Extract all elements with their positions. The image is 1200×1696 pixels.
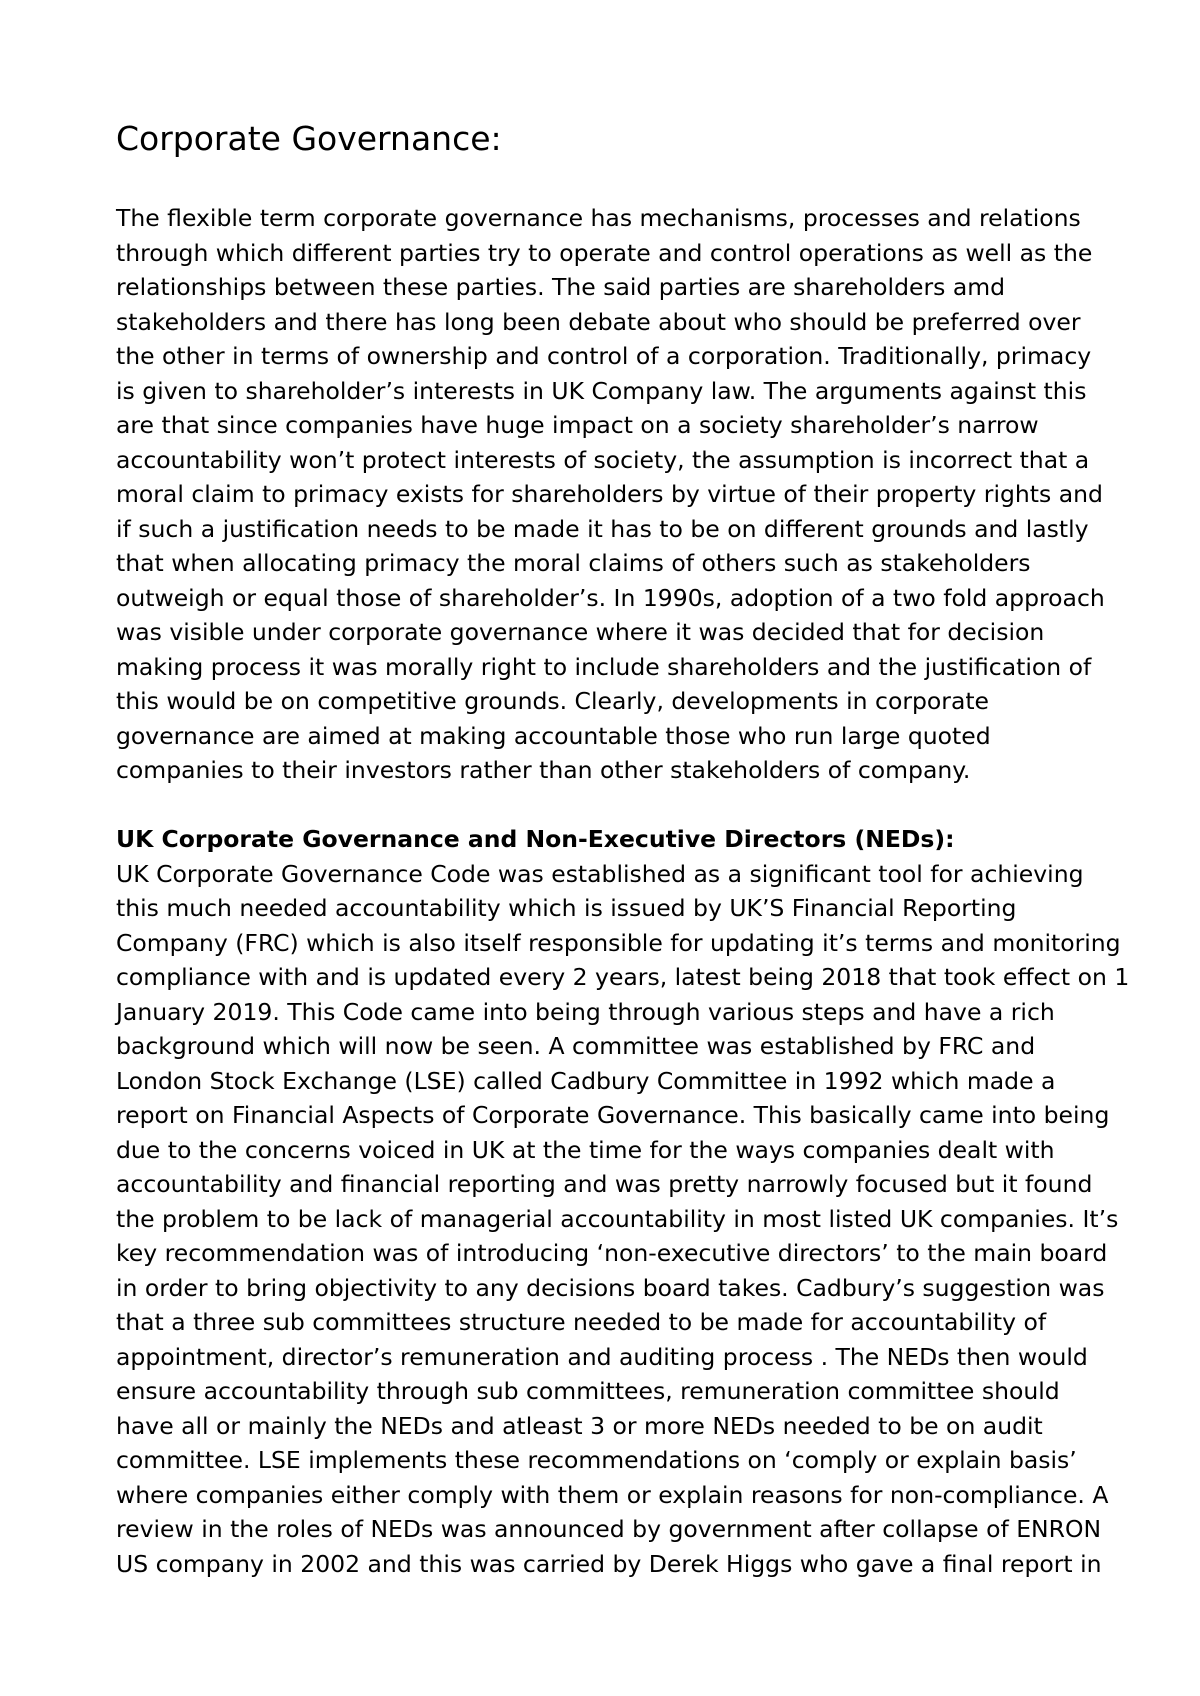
section-heading: UK Corporate Governance and Non-Executive Directors (NEDs):	[116, 825, 955, 853]
section-line: in order to bring objectivity to any decisions board takes. Cadbury’s suggestion was	[116, 1273, 1105, 1302]
intro-line: are that since companies have huge impact on a society shareholder’s narrow	[116, 411, 1039, 439]
section-line: US company in 2002 and this was carried by Derek Higgs who gave a final report in	[116, 1549, 1102, 1578]
intro-line: stakeholders and there has long been debate about who should be preferred over	[116, 307, 1081, 336]
section-line: review in the roles of NEDs was announced by government after collapse of ENRON	[116, 1515, 1102, 1543]
intro-line: through which different parties try to operate and control operations as well as the	[116, 238, 1093, 267]
section-line: where companies either comply with them or explain reasons for non-compliance. A	[116, 1480, 1109, 1509]
section-line: report on Financial Aspects of Corporate Governance. This basically came into being	[116, 1101, 1110, 1129]
intro-line: if such a justification needs to be made it has to be on different grounds and lastly	[116, 514, 1089, 543]
intro-line: that when allocating primacy the moral claims of others such as stakeholders	[116, 549, 1031, 577]
section-line: that a three sub committees structure needed to be made for accountability of	[116, 1308, 1047, 1336]
section-line: ensure accountability through sub committees, remuneration committee should	[116, 1377, 1060, 1405]
section-line: compliance with and is updated every 2 years, latest being 2018 that took effect on 1	[116, 963, 1130, 991]
intro-line: moral claim to primacy exists for shareholders by virtue of their property rights and	[116, 480, 1103, 508]
ned-section	[116, 822, 1130, 1581]
intro-line: The flexible term corporate governance has mechanisms, processes and relations	[116, 204, 1081, 232]
section-line: Company (FRC) which is also itself responsible for updating it’s terms and monitoring	[116, 928, 1121, 957]
section-line: London Stock Exchange (LSE) called Cadbury Committee in 1992 which made a	[116, 1066, 1056, 1095]
section-line: January 2019. This Code came into being through various steps and have a rich	[116, 997, 1055, 1026]
section-line: committee. LSE implements these recommendations on ‘comply or explain basis’	[116, 1446, 1077, 1474]
intro-line: making process it was morally right to include shareholders and the justification of	[116, 652, 1092, 681]
intro-line: the other in terms of ownership and control of a corporation. Traditionally, primacy	[116, 342, 1092, 370]
section-line: key recommendation was of introducing ‘non-executive directors’ to the main board	[116, 1239, 1108, 1267]
section-line: have all or mainly the NEDs and atleast 3 or more NEDs needed to be on audit	[116, 1411, 1043, 1440]
intro-line: was visible under corporate governance where it was decided that for decision	[116, 618, 1045, 646]
section-line: accountability and financial reporting and was pretty narrowly focused but it found	[116, 1170, 1093, 1198]
section-line: UK Corporate Governance Code was established as a significant tool for achieving	[116, 859, 1084, 888]
section-line: this much needed accountability which is issued by UK’S Financial Reporting	[116, 894, 1017, 922]
section-line: background which will now be seen. A committee was established by FRC and	[116, 1032, 1036, 1060]
section-line: due to the concerns voiced in UK at the time for the ways companies dealt with	[116, 1135, 1055, 1164]
intro-line: relationships between these parties. The said parties are shareholders amd	[116, 273, 1006, 301]
document-title: Corporate Governance:	[116, 119, 502, 158]
section-line: the problem to be lack of managerial accountability in most listed UK companies. It’s	[116, 1204, 1119, 1233]
section-line: appointment, director’s remuneration and auditing process . The NEDs then would	[116, 1342, 1088, 1371]
intro-line: governance are aimed at making accountable those who run large quoted	[116, 721, 991, 750]
intro-line: is given to shareholder’s interests in UK Company law. The arguments against this	[116, 376, 1087, 405]
intro-line: companies to their investors rather than other stakeholders of company.	[116, 756, 971, 784]
intro-line: outweigh or equal those of shareholder’s. In 1990s, adoption of a two fold approach	[116, 583, 1105, 612]
intro-paragraph	[116, 201, 1116, 788]
intro-line: accountability won’t protect interests of society, the assumption is incorrect that a	[116, 445, 1090, 474]
intro-line: this would be on competitive grounds. Clearly, developments in corporate	[116, 687, 990, 715]
